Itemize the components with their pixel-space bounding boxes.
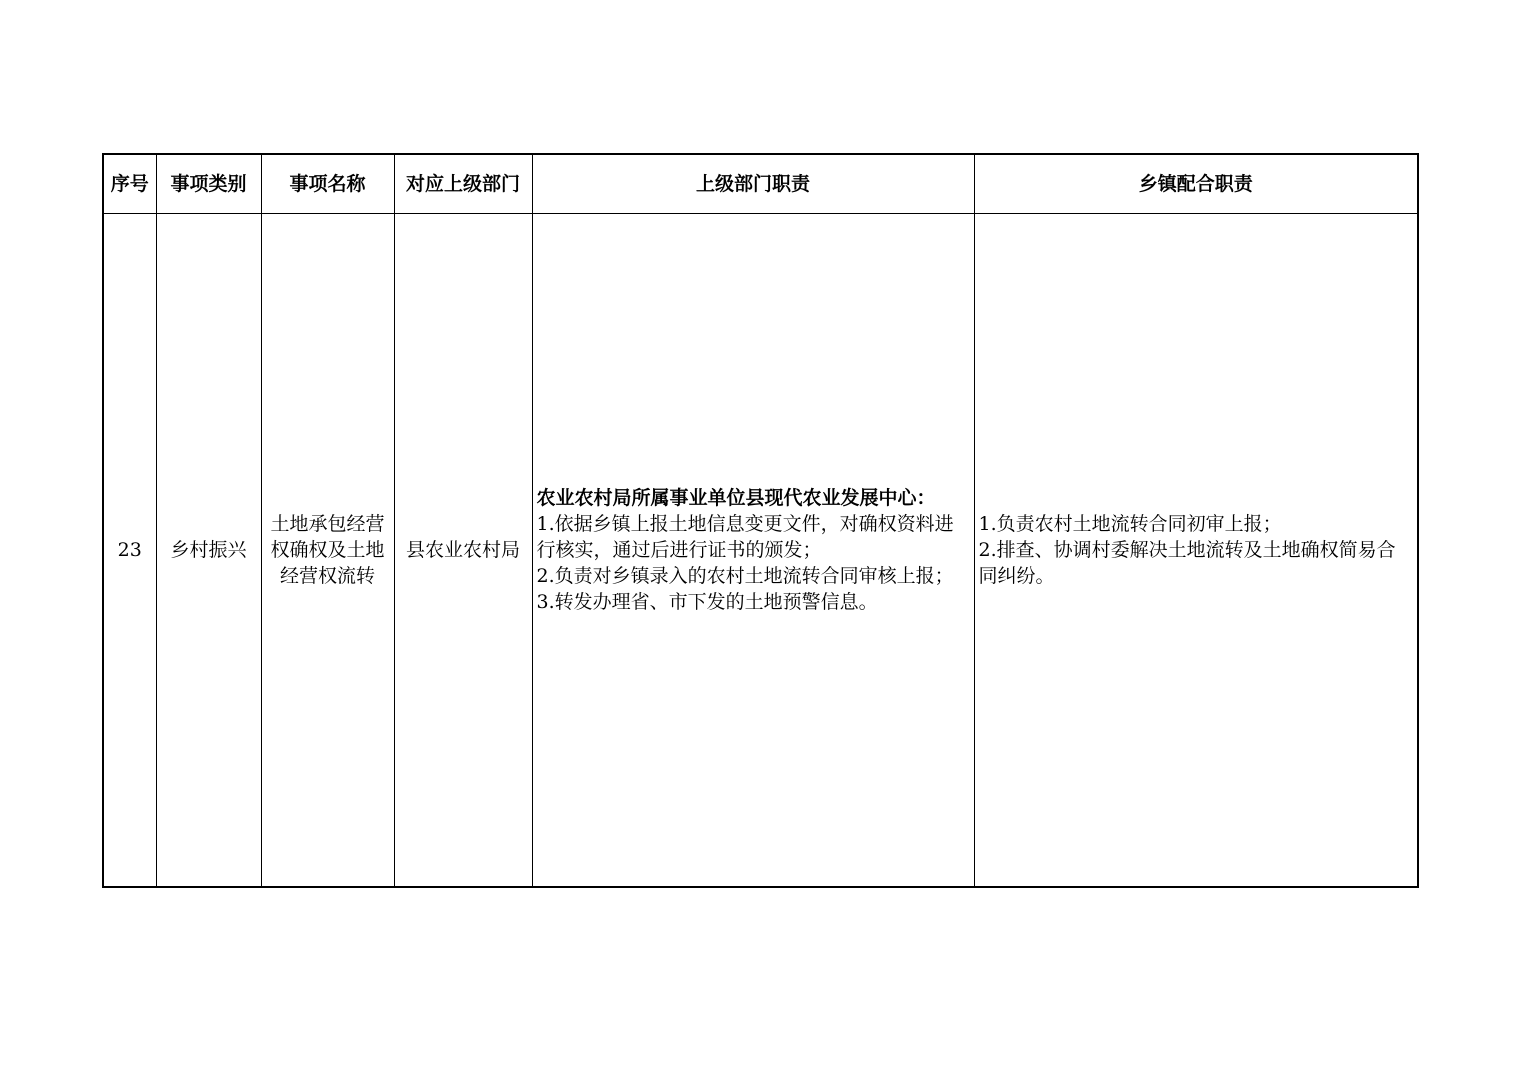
row-seq: 23: [103, 214, 156, 888]
header-category: 事项类别: [156, 154, 261, 214]
header-dept: 对应上级部门: [394, 154, 532, 214]
town-duty-item: 2.排查、协调村委解决土地流转及土地确权简易合同纠纷。: [978, 539, 1396, 587]
town-duty-item: 1.负责农村土地流转合同初审上报；: [978, 513, 1282, 535]
upper-duty-item: 1.依据乡镇上报土地信息变更文件，对确权资料进行核实，通过后进行证书的颁发；: [536, 513, 954, 561]
row-upper-duty: [532, 214, 974, 888]
header-name: 事项名称: [261, 154, 394, 214]
upper-duty-item: 2.负责对乡镇录入的农村土地流转合同审核上报；: [536, 565, 954, 587]
header-seq: 序号: [103, 154, 156, 214]
row-name: 土地承包经营权确权及土地经营权流转: [261, 214, 394, 888]
upper-duty-item: 3.转发办理省、市下发的土地预警信息。: [536, 591, 878, 613]
upper-duty-title: 农业农村局所属事业单位县现代农业发展中心：: [536, 487, 936, 509]
row-category: 乡村振兴: [156, 214, 261, 888]
row-dept: 县农业农村局: [394, 214, 532, 888]
header-row: [103, 154, 1418, 214]
header-town-duty: 乡镇配合职责: [974, 154, 1418, 214]
responsibility-table: [102, 153, 1419, 888]
row-town-duty: [974, 214, 1418, 888]
table-row: [103, 214, 1418, 888]
header-upper-duty: 上级部门职责: [532, 154, 974, 214]
